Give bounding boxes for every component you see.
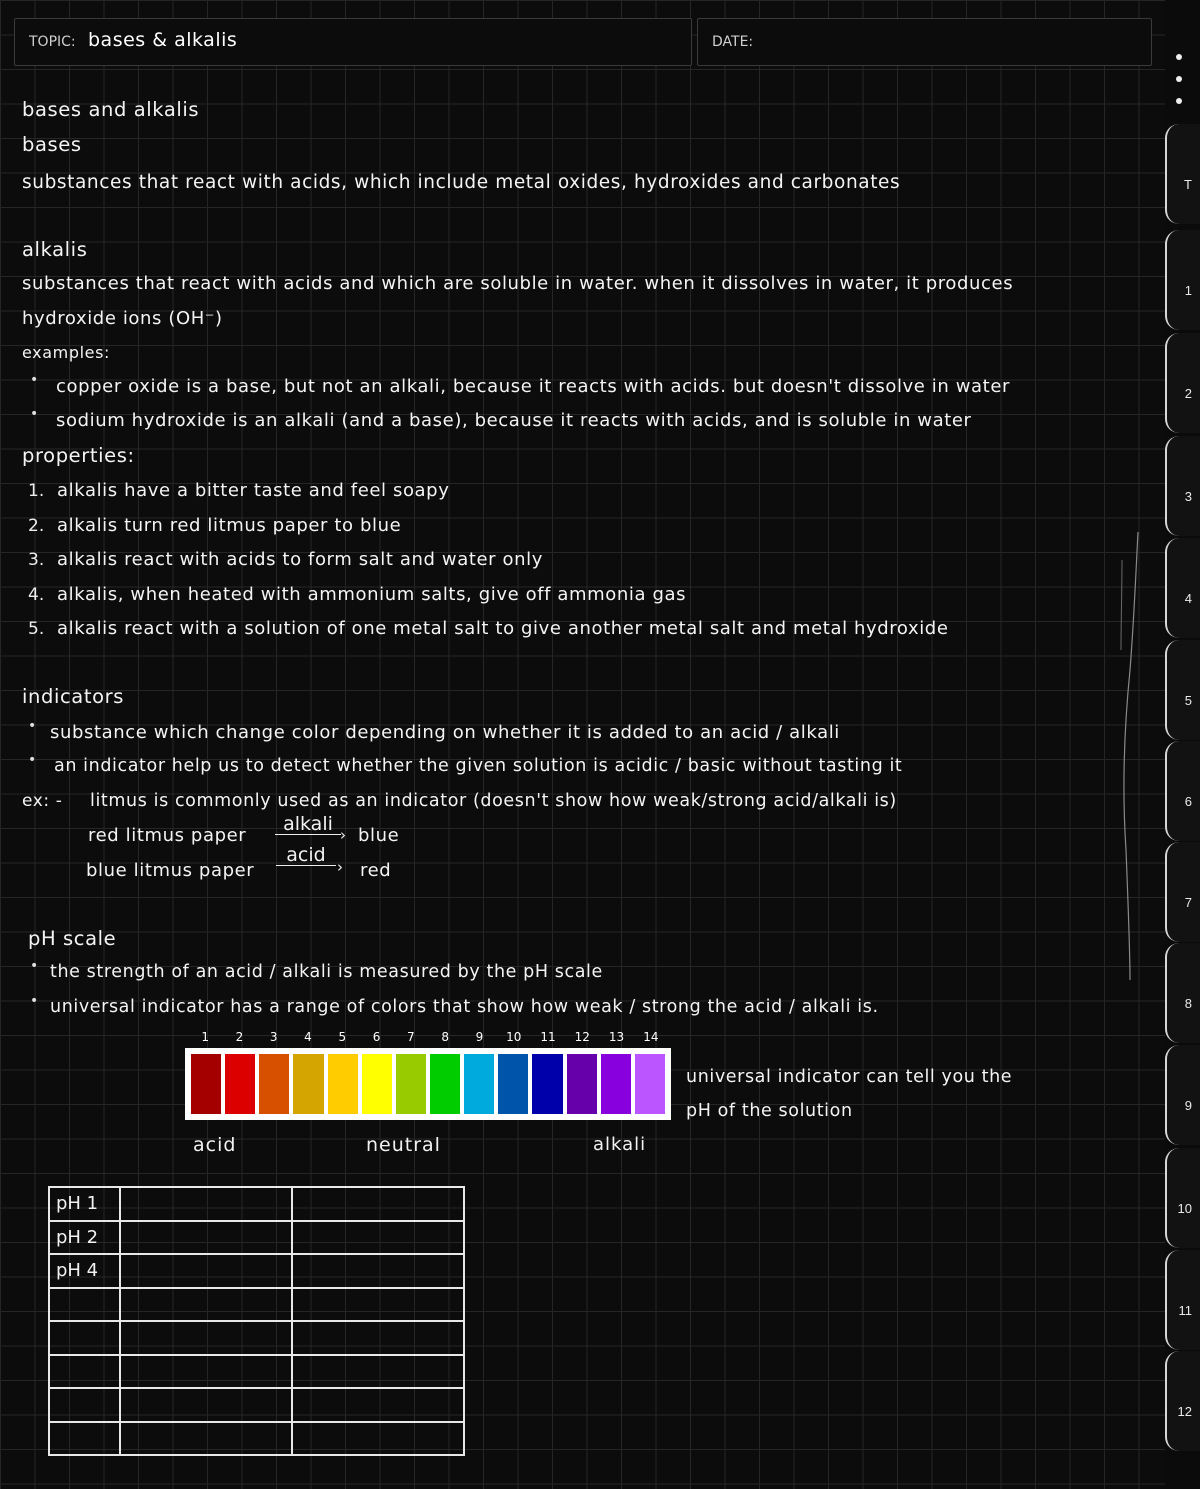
example-item: sodium hydroxide is an alkali (and a base), because it reacts with acids, and is soluble in water (56, 410, 972, 431)
menu-dot-icon[interactable] (1176, 54, 1182, 60)
ph-tick-label: 11 (540, 1030, 556, 1044)
table-row (49, 1187, 464, 1221)
property-item: alkalis have a bitter taste and feel soapy (57, 480, 450, 501)
sidebar-tab-12[interactable] (1165, 1351, 1200, 1451)
result-red: red (360, 860, 392, 881)
table-cell[interactable] (49, 1321, 120, 1355)
scale-label-acid: acid (193, 1134, 237, 1156)
table-row (49, 1288, 464, 1322)
table-cell[interactable] (120, 1288, 292, 1322)
title: bases and alkalis (22, 98, 200, 121)
sidebar-tab-label: 11 (1178, 1303, 1192, 1318)
ph-tick-label: 13 (608, 1030, 625, 1044)
table-cell[interactable] (120, 1388, 292, 1422)
sidebar-tab-label: 9 (1184, 1098, 1192, 1113)
ph-color-scale (185, 1048, 671, 1120)
date-field[interactable] (697, 18, 1152, 66)
ph-tick-label: 5 (338, 1030, 347, 1044)
result-blue: blue (358, 825, 400, 846)
alkalis-definition-1: substances that react with acids and which are soluble in water. when it dissolves in water, it produces (22, 273, 1014, 294)
sidebar-tab-label: 5 (1184, 693, 1192, 708)
pen-stroke (1118, 530, 1148, 990)
properties-label: properties: (22, 444, 135, 467)
ph-tick-label: 6 (372, 1030, 381, 1044)
sidebar-tab-label: 10 (1177, 1201, 1192, 1216)
table-cell[interactable] (120, 1221, 292, 1255)
table-cell[interactable] (120, 1422, 292, 1456)
table-cell[interactable]: pH 2 (49, 1221, 120, 1255)
table-row (49, 1321, 464, 1355)
topic-label: TOPIC: (29, 34, 76, 50)
property-number: 3. (28, 550, 45, 570)
ph-swatch-4 (293, 1054, 323, 1114)
table-cell[interactable] (292, 1355, 464, 1389)
ph-tick-label: 4 (304, 1030, 312, 1044)
table-cell[interactable]: pH 4 (49, 1254, 120, 1288)
property-item: alkalis react with acids to form salt and water only (57, 549, 543, 570)
sidebar-tab-label: T (1184, 177, 1192, 192)
scale-note-2: pH of the solution (686, 1101, 853, 1121)
bullet: • (30, 958, 39, 974)
arrowhead-icon: › (340, 826, 346, 844)
table-cell[interactable] (120, 1321, 292, 1355)
table-cell[interactable] (292, 1388, 464, 1422)
menu-dot-icon[interactable] (1176, 98, 1182, 104)
table-cell[interactable] (292, 1221, 464, 1255)
sidebar-tab-3[interactable] (1165, 436, 1200, 536)
table-row (49, 1388, 464, 1422)
table-cell[interactable] (120, 1355, 292, 1389)
table-row (49, 1355, 464, 1389)
sidebar-tab-T[interactable] (1165, 124, 1200, 224)
ph-tick-label: 3 (269, 1030, 278, 1044)
property-item: alkalis turn red litmus paper to blue (57, 515, 402, 536)
sidebar-tab-label: 2 (1184, 386, 1192, 401)
alkalis-definition-2: hydroxide ions (OH⁻) (22, 308, 223, 329)
table-cell[interactable] (120, 1187, 292, 1221)
reagent-alkali: alkali (275, 814, 341, 835)
sidebar-tab-9[interactable] (1165, 1045, 1200, 1145)
sidebar-tab-label: 8 (1184, 996, 1192, 1011)
property-number: 4. (28, 585, 45, 605)
menu-dot-icon[interactable] (1176, 76, 1182, 82)
arrowhead-icon: › (337, 858, 343, 876)
ph-tick-label: 8 (441, 1030, 449, 1044)
scale-label-alkali: alkali (593, 1134, 647, 1155)
table-cell[interactable] (49, 1288, 120, 1322)
ph-swatch-6 (362, 1054, 392, 1114)
table-cell[interactable] (292, 1321, 464, 1355)
sidebar-tab-label: 12 (1177, 1404, 1192, 1419)
ph-swatch-8 (430, 1054, 460, 1114)
table-cell[interactable] (292, 1422, 464, 1456)
ph-swatch-12 (567, 1054, 597, 1114)
ph-swatch-13 (601, 1054, 631, 1114)
ph-swatch-5 (328, 1054, 358, 1114)
ph-swatch-1 (191, 1054, 221, 1114)
bullet: • (28, 718, 37, 734)
ph-swatch-14 (635, 1054, 665, 1114)
table-row (49, 1422, 464, 1456)
ex-text: litmus is commonly used as an indicator (doesn't show how weak/strong acid/alkali is) (90, 791, 897, 811)
table-cell[interactable] (292, 1187, 464, 1221)
indicators-heading: indicators (22, 685, 124, 708)
property-number: 2. (28, 516, 45, 536)
bases-definition: substances that react with acids, which include metal oxides, hydroxides and carbonates (22, 172, 901, 193)
sidebar-tab-label: 6 (1184, 794, 1192, 809)
property-item: alkalis react with a solution of one metal salt to give another metal salt and metal hydroxide (57, 618, 949, 639)
topic-field[interactable] (14, 18, 692, 66)
reaction-arrow-acid (276, 845, 336, 866)
property-number: 1. (28, 481, 45, 501)
example-item: copper oxide is a base, but not an alkali, because it reacts with acids. but doesn't dissolve in water (56, 376, 1011, 397)
sidebar-tab-10[interactable] (1165, 1148, 1200, 1248)
scale-note-1: universal indicator can tell you the (686, 1067, 1013, 1087)
ph-tick-label: 7 (407, 1030, 415, 1044)
ph-heading: pH scale (28, 927, 117, 950)
ph-tick-label: 12 (574, 1030, 590, 1044)
ph-tick-label: 9 (475, 1030, 484, 1044)
sidebar-tab-label: 3 (1184, 489, 1192, 504)
ph-tick-label: 2 (235, 1030, 244, 1044)
bullet: • (30, 406, 39, 422)
table-row (49, 1221, 464, 1255)
ph-tick-label: 14 (643, 1030, 659, 1044)
table-cell[interactable] (49, 1388, 120, 1422)
ph-swatch-10 (498, 1054, 528, 1114)
table-row (49, 1254, 464, 1288)
bullet: • (30, 993, 39, 1009)
sidebar-tab-11[interactable] (1165, 1250, 1200, 1350)
sidebar-tab-6[interactable] (1165, 741, 1200, 841)
property-number: 5. (28, 619, 45, 639)
table-cell[interactable] (120, 1254, 292, 1288)
ex-label: ex: - (22, 791, 63, 811)
indicator-point: substance which change color depending on whether it is added to an acid / alkali (50, 722, 840, 743)
indicator-point: an indicator help us to detect whether the given solution is acidic / basic without tasting it (54, 756, 903, 776)
ph-point: universal indicator has a range of colors that show how weak / strong the acid / alkali is. (50, 997, 879, 1017)
ph-swatch-2 (225, 1054, 255, 1114)
reagent-acid: acid (276, 845, 336, 866)
ph-table (48, 1186, 465, 1456)
ph-swatch-9 (464, 1054, 494, 1114)
bullet: • (30, 372, 39, 388)
alkalis-heading: alkalis (22, 238, 88, 261)
bases-heading: bases (22, 133, 82, 156)
table-cell[interactable] (292, 1288, 464, 1322)
sidebar-tab-1[interactable] (1165, 230, 1200, 330)
sidebar-tab-label: 1 (1184, 283, 1192, 298)
litmus-paper-blue: blue litmus paper (86, 860, 255, 881)
ph-swatch-11 (532, 1054, 562, 1114)
table-cell[interactable] (49, 1422, 120, 1456)
sidebar-tab-2[interactable] (1165, 333, 1200, 433)
section-sidebar (1165, 0, 1200, 1489)
sidebar-tab-5[interactable] (1165, 640, 1200, 740)
date-label: DATE: (712, 34, 754, 50)
sidebar-tab-label: 7 (1184, 895, 1192, 910)
ph-swatch-3 (259, 1054, 289, 1114)
litmus-paper-red: red litmus paper (88, 825, 247, 846)
table-cell[interactable] (49, 1355, 120, 1389)
ph-point: the strength of an acid / alkali is measured by the pH scale (50, 962, 603, 982)
table-cell[interactable]: pH 1 (49, 1187, 120, 1221)
sidebar-tab-8[interactable] (1165, 943, 1200, 1043)
examples-label: examples: (22, 343, 110, 362)
sidebar-tab-label: 4 (1184, 591, 1192, 606)
sidebar-tab-7[interactable] (1165, 842, 1200, 942)
sidebar-tab-4[interactable] (1165, 538, 1200, 638)
reaction-arrow-alkali (275, 814, 341, 835)
topic-value: bases & alkalis (88, 29, 238, 51)
property-item: alkalis, when heated with ammonium salts, give off ammonia gas (57, 584, 687, 605)
ph-swatch-7 (396, 1054, 426, 1114)
bullet: • (28, 752, 37, 768)
table-cell[interactable] (292, 1254, 464, 1288)
scale-label-neutral: neutral (366, 1134, 441, 1156)
ph-tick-label: 1 (201, 1030, 209, 1044)
ph-tick-label: 10 (506, 1030, 522, 1044)
